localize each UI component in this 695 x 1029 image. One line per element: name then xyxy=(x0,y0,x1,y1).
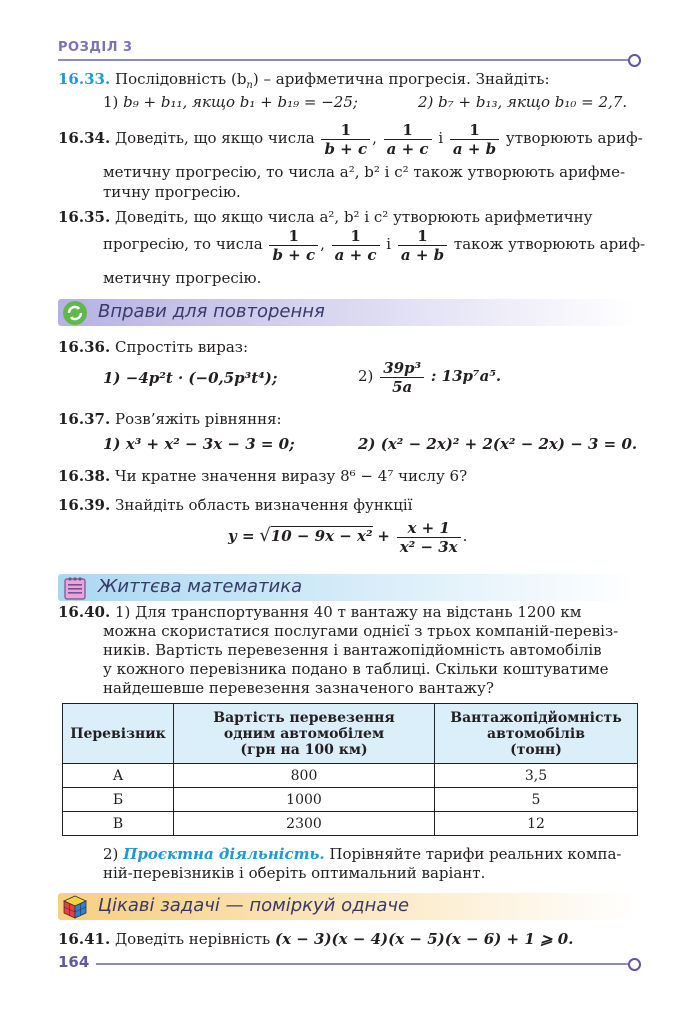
carrier-table xyxy=(62,703,638,836)
top-rule xyxy=(58,59,628,61)
exercise-16-34-line3: тичну прогресію. xyxy=(103,183,241,201)
notepad-icon xyxy=(62,575,88,605)
exercise-16-33: 16.33. Послідовність $(b_n)$ – арифметична прогресія. Знайдіть: xyxy=(58,70,550,91)
recycle-icon xyxy=(62,300,88,330)
exercise-16-41: 16.41. Доведіть нерівність (x − 3)(x − 4)(x − 5)(x − 6) + 1 ⩾ 0. xyxy=(58,930,574,948)
exercise-16-40-part2: 2) Проєктна діяльність. Порівняйте тарифи реальних компа- xyxy=(103,845,622,863)
exercise-16-38: 16.38. Чи кратне значення виразу 8⁶ − 4⁷ числу 6? xyxy=(58,467,468,485)
bottom-rule xyxy=(96,963,628,965)
sqrt-icon: √ xyxy=(259,525,271,546)
table-row: Б 1000 5 xyxy=(63,788,638,812)
fraction: $\frac{1}{a + b}$ xyxy=(398,227,447,264)
bottom-rule-dot xyxy=(628,958,641,971)
banner-puzzles: Цікаві задачі — поміркуй одначе xyxy=(58,893,636,920)
section-header: РОЗДІЛ 3 xyxy=(58,40,133,55)
exercise-16-40-part2-line2: ній-перевізників і оберіть оптимальний варіант. xyxy=(103,864,486,882)
exercise-16-35-line1: 16.35. Доведіть, що якщо числа a², b² і c² утворюють арифметичну xyxy=(58,208,593,226)
top-rule-dot xyxy=(628,54,641,67)
page-number: 164 xyxy=(58,953,90,971)
exercise-16-40-line1: 16.40. 1) Для транспортування 40 т вантажу на відстань 1200 км xyxy=(58,603,582,621)
table-header-row xyxy=(63,704,638,764)
exercise-16-37: 16.37. Розв’яжіть рівняння: xyxy=(58,410,282,428)
exercise-16-40-line4: у кожного перевізника подано в таблиці. Скільки коштуватиме xyxy=(103,660,609,678)
exercise-16-36-part2: 2) $\frac{\text{39p³}}{5a}$ : 13p⁷a⁵. xyxy=(358,358,502,396)
header-cost: Вартість перевезення одним автомобілем (грн на 100 км) xyxy=(174,704,435,764)
exercise-16-36-part1: 1) −4p²t · (−0,5p³t⁴); xyxy=(103,369,278,387)
exercise-16-35-line2: прогресію, то числа $\frac{1}{b + c}$ , $\frac{1}{a + c}$ і $\frac{1}{a + b}$ також утворюють ариф- xyxy=(103,226,646,264)
rubiks-cube-icon xyxy=(62,894,88,924)
exercise-16-40-line5: найдешевше перевезення зазначеного вантажу? xyxy=(103,679,494,697)
table-row: А 800 3,5 xyxy=(63,764,638,788)
banner-review: Вправи для повторення xyxy=(58,299,636,326)
table-row: В 2300 12 xyxy=(63,812,638,836)
exercise-16-34-line2: метичну прогресію, то числа a², b² і c² також утворюють арифме- xyxy=(103,163,626,181)
exercise-16-40-line2: можна скористатися послугами однієї з трьох компаній-перевіз- xyxy=(103,622,619,640)
exercise-16-35-line3: метичну прогресію. xyxy=(103,269,262,287)
exercise-16-36: 16.36. Спростіть вираз: xyxy=(58,338,249,356)
fraction: $\frac{1}{a + b}$ xyxy=(450,121,499,158)
exercise-16-40-line3: ників. Вартість перевезення і вантажопідйомність автомобілів xyxy=(103,641,602,659)
fraction: $\frac{1}{a + c}$ xyxy=(332,227,380,264)
fraction: $\frac{\text{39p³}}{5a}$ xyxy=(380,359,424,396)
fraction: $\frac{1}{a + c}$ xyxy=(384,121,432,158)
fraction: $\frac{x + 1}{\text{x² − 3x}}$ xyxy=(397,519,461,556)
header-capacity: Вантажопідйомність автомобілів (тонн) xyxy=(435,704,638,764)
header-carrier: Перевізник xyxy=(63,704,174,764)
exercise-16-39: 16.39. Знайдіть область визначення функції xyxy=(58,496,413,514)
exercise-16-33-part2: 2) b₇ + b₁₃, якщо b₁₀ = 2,7. xyxy=(418,93,628,111)
exercise-16-37-part1: 1) x³ + x² − 3x − 3 = 0; xyxy=(103,435,295,453)
banner-life-math: Життєва математика xyxy=(58,574,636,601)
exercise-16-37-part2: 2) (x² − 2x)² + 2(x² − 2x) − 3 = 0. xyxy=(358,435,638,453)
fraction: $\frac{1}{b + c}$ xyxy=(269,227,318,264)
exercise-16-39-formula: y = √10 − 9x − x² + $\frac{x + 1}{\text{x² − 3x}}$ . xyxy=(228,518,468,556)
fraction: $\frac{1}{b + c}$ xyxy=(321,121,370,158)
exercise-16-33-part1: 1) b₉ + b₁₁, якщо b₁ + b₁₉ = −25; xyxy=(103,93,358,111)
exercise-16-34-line1: 16.34. Доведіть, що якщо числа $\frac{1}{b + c}$ , $\frac{1}{a + c}$ і $\frac{1}{a + b}$ утворюють ариф- xyxy=(58,120,643,158)
